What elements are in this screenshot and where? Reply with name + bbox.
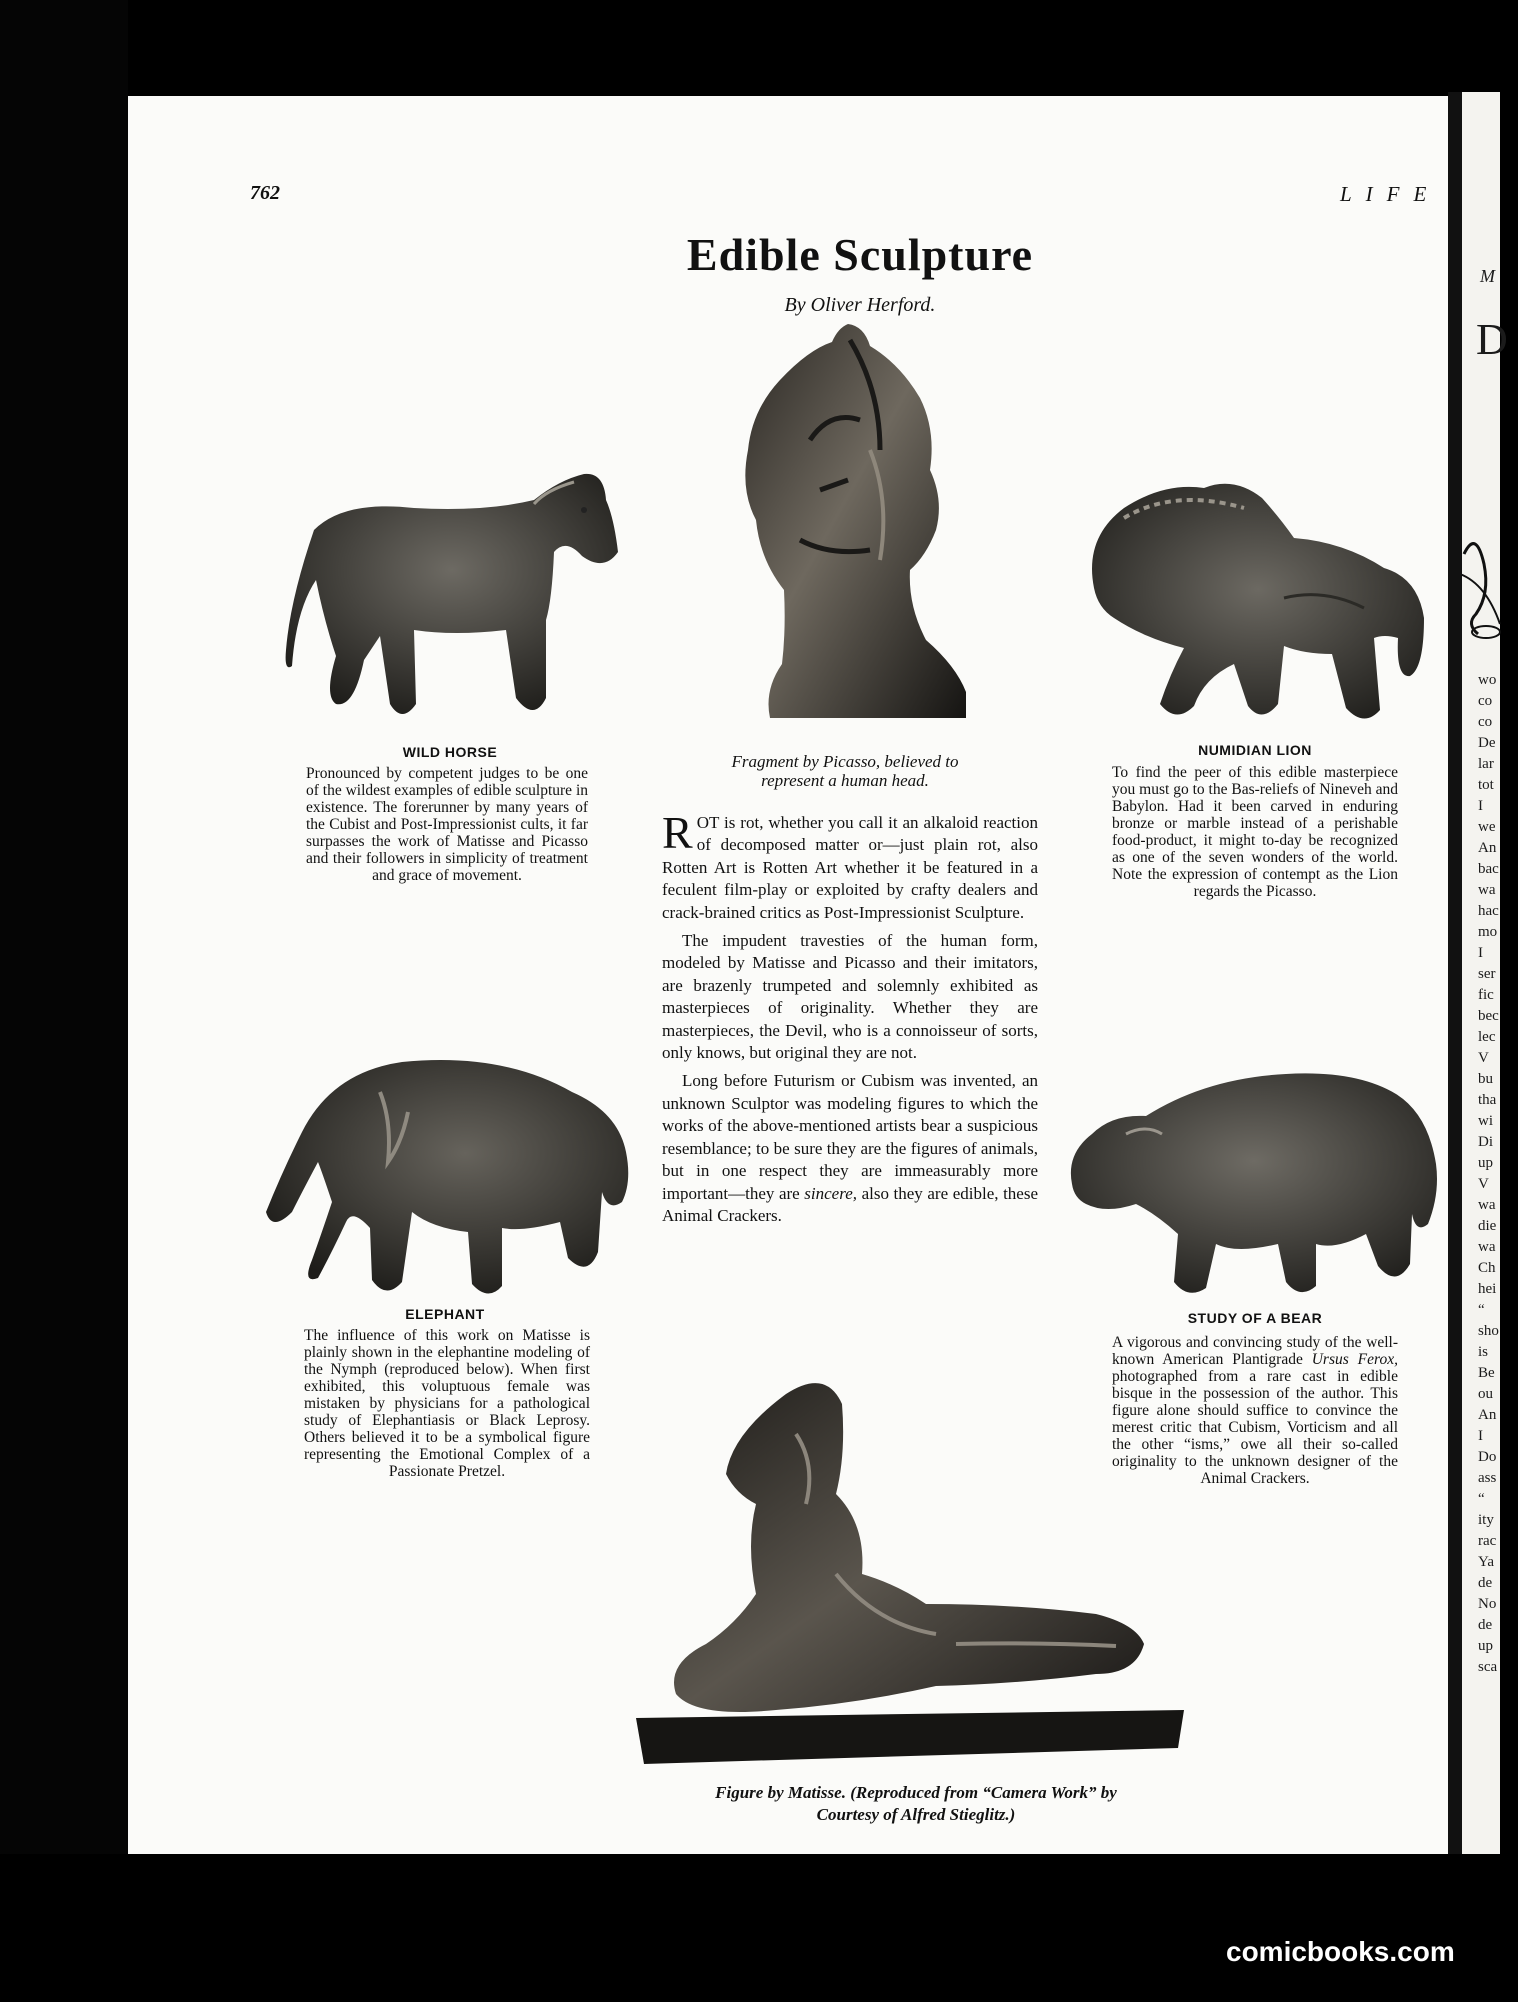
elephant-heading: ELEPHANT [405, 1306, 485, 1322]
body-paragraph-3-text-2: also they are edible, these Animal Crackers. [662, 1183, 1039, 1225]
article-body [662, 807, 1039, 1233]
adjacent-line-fragment: tot [1478, 777, 1494, 793]
body-paragraph-3-italic: sincere, [804, 1183, 857, 1203]
numidian-lion-caption: To find the peer of this edible masterpiece you must go to the Bas-reliefs of Nineveh and Babylon. Had it been carved in enduring bronze or marble instead of a perishable food-product, it might to-day be recognized as one of the seven wonders of the world. Note the expression of contempt as the Lion regards the Picasso. [1112, 764, 1398, 900]
adjacent-line-fragment: bu [1478, 1071, 1493, 1087]
scan-left-border [0, 0, 128, 2002]
adjacent-line-fragment: wo [1478, 672, 1497, 688]
adjacent-page-fragment [1462, 92, 1508, 1854]
picasso-caption: Fragment by Picasso, believed to represent a human head. [731, 752, 959, 790]
adjacent-line-fragment: rac [1478, 1533, 1497, 1549]
running-head: LIFE [1340, 182, 1441, 206]
adjacent-line-fragment: is [1478, 1344, 1489, 1360]
body-paragraph-2: The impudent travesties of the human form, modeled by Matisse and Picasso and their imitators, are brazenly trumpeted and solemnly exhibited as masterpieces of originality. Whether they are masterpieces, the Devil, who is a connoisseur of sorts, only knows, but original they are not. [662, 931, 1038, 1063]
bear-caption-text-2: photographed from a rare cast in edible bisque in the possession of the author. This figure alone should suffice to convince the merest critic that Cubism, Vorticism and all the other “isms,” owe all their so-called originality to the unknown designer of the Animal Crackers. [1112, 1368, 1398, 1487]
adjacent-line-fragment: I [1478, 945, 1483, 961]
body-paragraph-1-text: OT is rot, whether you call it an alkaloid reaction of decomposed matter or—just plain rot, also Rotten Art is Rotten Art whether it be featured in a feculent film-play or exploited by crafty dealers and crack-brained critics as Post-Impressionist Sculpture. [662, 813, 1038, 922]
elephant-photo [262, 1052, 632, 1304]
drop-cap: R [662, 807, 693, 858]
adjacent-line-fragment: V [1478, 1176, 1489, 1192]
adjacent-line-fragment: lar [1478, 756, 1494, 772]
adjacent-line-fragment: wa [1478, 1197, 1496, 1213]
adjacent-line-fragment: I [1478, 798, 1483, 814]
adjacent-line-fragment: lec [1478, 1029, 1496, 1045]
adjacent-line-fragment: wa [1478, 1239, 1496, 1255]
adjacent-line-fragment: hac [1478, 903, 1499, 919]
adjacent-line-fragment: die [1478, 1218, 1497, 1234]
adjacent-line-fragment: Ya [1478, 1554, 1494, 1570]
adjacent-line-fragment: bac [1478, 861, 1499, 877]
numidian-lion-heading: NUMIDIAN LION [1198, 742, 1312, 758]
adjacent-line-fragment: up [1478, 1155, 1493, 1171]
page-number: 762 [250, 182, 280, 204]
bear-photo [1066, 1064, 1440, 1302]
adjacent-line-fragment: fic [1478, 987, 1494, 1003]
body-paragraph-1 [662, 807, 1038, 924]
adjacent-line-fragment: “ [1478, 1491, 1485, 1507]
elephant-caption: The influence of this work on Matisse is plainly shown in the elephantine modeling of the Nymph (reproduced below). When first exhibited, this voluptuous female was mistaken by physicians for a pathological study of Elephantiasis or Black Leprosy. Others believed it to be a symbolical figure representing the Emotional Complex of a Passionate Pretzel. [304, 1327, 590, 1480]
adjacent-line-fragment: ser [1478, 966, 1496, 982]
matisse-caption-line-1: Figure by Matisse. (Reproduced from “Camera Work” by [715, 1783, 1117, 1802]
adjacent-line-fragment: ity [1478, 1512, 1494, 1528]
article-title: Edible Sculpture [686, 229, 1034, 280]
adjacent-line-fragment: up [1478, 1638, 1493, 1654]
adjacent-initial: D [1476, 315, 1508, 364]
adjacent-running-head: M [1480, 266, 1497, 286]
adjacent-line-fragment: Do [1478, 1449, 1497, 1465]
article-byline: By Oliver Herford. [784, 294, 936, 316]
bear-heading: STUDY OF A BEAR [1187, 1310, 1323, 1326]
wild-horse-photo [284, 460, 620, 730]
adjacent-line-fragment: hei [1478, 1281, 1497, 1297]
picasso-head-photo [730, 320, 966, 720]
adjacent-line-fragment: bec [1478, 1008, 1499, 1024]
matisse-figure-photo [636, 1374, 1184, 1768]
binding-gutter [1448, 92, 1462, 1854]
adjacent-line-fragment: we [1478, 819, 1496, 835]
adjacent-line-fragment: wi [1478, 1113, 1493, 1129]
adjacent-line-fragment: sca [1478, 1659, 1498, 1675]
bear-caption-species: Ursus Ferox, [1311, 1351, 1398, 1368]
adjacent-line-fragment: co [1478, 693, 1493, 709]
adjacent-sketch-illustration [1456, 524, 1506, 644]
matisse-caption-line-2: Courtesy of Alfred Stieglitz.) [816, 1805, 1016, 1824]
adjacent-line-fragment: ou [1478, 1386, 1493, 1402]
scan-bottom-border [0, 1854, 1500, 2002]
adjacent-line-fragment: An [1478, 1407, 1497, 1423]
adjacent-text-column [1478, 670, 1518, 1678]
adjacent-line-fragment: co [1478, 714, 1493, 730]
adjacent-line-fragment: “ [1478, 1302, 1485, 1318]
adjacent-line-fragment: Be [1478, 1365, 1495, 1381]
adjacent-line-fragment: tha [1478, 1092, 1497, 1108]
adjacent-line-fragment: Ch [1478, 1260, 1496, 1276]
adjacent-line-fragment: ass [1478, 1470, 1497, 1486]
adjacent-line-fragment: An [1478, 840, 1497, 856]
adjacent-line-fragment: De [1478, 735, 1496, 751]
body-paragraph-3-text-1: Long before Futurism or Cubism was invented, an unknown Sculptor was modeling figures to which the works of the above-mentioned artists bear a suspicious resemblance; to be sure they are the figures of animals, but in one respect they are immeasurably more important—they are [662, 1071, 1038, 1203]
adjacent-line-fragment: V [1478, 1050, 1489, 1066]
bear-caption-text-1: A vigorous and convincing study of the well-known American Plantigrade [1112, 1334, 1398, 1368]
body-paragraph-3 [662, 1070, 1038, 1227]
adjacent-line-fragment: wa [1478, 882, 1496, 898]
adjacent-line-fragment: sho [1478, 1323, 1499, 1339]
adjacent-line-fragment: de [1478, 1575, 1493, 1591]
wild-horse-heading: WILD HORSE [402, 744, 498, 760]
adjacent-line-fragment: de [1478, 1617, 1493, 1633]
adjacent-line-fragment: Di [1478, 1134, 1493, 1150]
wild-horse-caption: Pronounced by competent judges to be one of the wildest examples of edible sculpture in existence. The forerunner by many years of the Cubist and Post-Impressionist cults, it far surpasses the work of Matisse and Picasso and their followers in simplicity of treatment and grace of movement. [306, 765, 588, 884]
matisse-caption [616, 1782, 1216, 1826]
adjacent-line-fragment: No [1478, 1596, 1497, 1612]
adjacent-line-fragment: mo [1478, 924, 1498, 940]
watermark: comicbooks.com [1226, 1936, 1455, 1967]
adjacent-line-fragment: I [1478, 1428, 1483, 1444]
numidian-lion-photo [1084, 478, 1428, 734]
